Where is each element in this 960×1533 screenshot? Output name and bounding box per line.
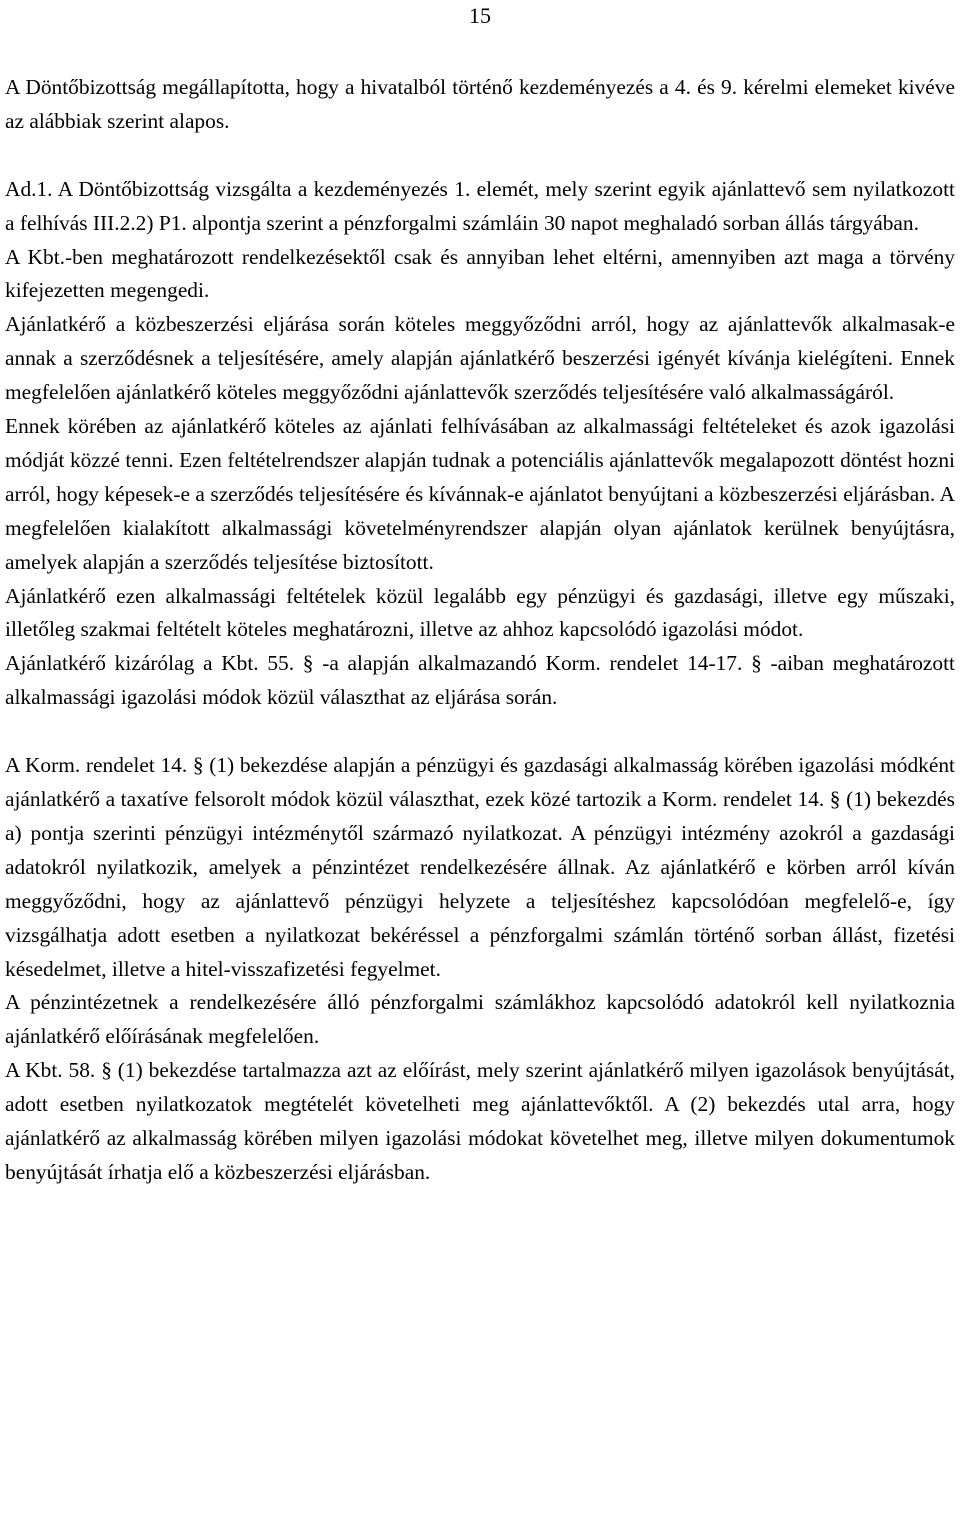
- paragraph-kbt-55: Ajánlatkérő kizárólag a Kbt. 55. § -a alapján alkalmazandó Korm. rendelet 14-17. § -aiban meghatározott alkalmassági igazolási módok közül választhat az eljárása során.: [5, 651, 955, 710]
- document-body: [5, 71, 955, 1190]
- paragraph-suitability-duty: Ajánlatkérő a közbeszerzési eljárása során köteles meggyőződni arról, hogy az ajánlattevők alkalmasak-e annak a szerződésnek a teljesítésére, amely alapján ajánlatkérő beszerzési igényét kívánja kielégíteni. Ennek megfelelően ajánlatkérő köteles meggyőződni ajánlattevők szerződés teljesítésére való alkalmasságáról.: [5, 312, 955, 405]
- paragraph-kbt-deviation: A Kbt.-ben meghatározott rendelkezésektől csak és annyiban lehet eltérni, amennyiben azt maga a törvény kifejezetten megengedi.: [5, 244, 955, 303]
- paragraph-ad1: Ad.1. A Döntőbizottság vizsgálta a kezdeményezés 1. elemét, mely szerint egyik ajánlattevő sem nyilatkozott a felhívás III.2.2) P1. alpontja szerint a pénzforgalmi számláin 30 napot meghaladó sorban állás tárgyában.: [5, 176, 955, 235]
- page-number: 15: [469, 3, 491, 28]
- paragraph-suitability-conditions: Ennek körében az ajánlatkérő köteles az ajánlati felhívásában az alkalmassági feltételeket és azok igazolási módját közzé tenni. Ezen feltételrendszer alapján tudnak a potenciális ajánlattevők megalapozott döntést hozni arról, hogy képesek-e a szerződés teljesítésére és kívánnak-e ajánlatot benyújtani a közbeszerzési eljárásban. A megfelelően kialakított alkalmassági követelményrendszer alapján olyan ajánlatok kerülnek benyújtásra, amelyek alapján a szerződés teljesítése biztosított.: [5, 414, 955, 574]
- paragraph-financial-technical: Ajánlatkérő ezen alkalmassági feltételek közül legalább egy pénzügyi és gazdasági, illetve egy műszaki, illetőleg szakmai feltételt köteles meghatározni, illetve az ahhoz kapcsolódó igazolási módot.: [5, 583, 955, 642]
- paragraph-kbt-58: A Kbt. 58. § (1) bekezdése tartalmazza azt az előírást, mely szerint ajánlatkérő milyen igazolások benyújtását, adott esetben nyilatkozatok megtételét követelheti meg ajánlattevőktől. A (2) bekezdés utal arra, hogy ajánlatkérő az alkalmasság körében milyen igazolási módokat követelhet meg, illetve milyen dokumentumok benyújtását írhatja elő a közbeszerzési eljárásban.: [5, 1058, 955, 1184]
- paragraph-intro: A Döntőbizottság megállapította, hogy a hivatalból történő kezdeményezés a 4. és 9. kérelmi elemeket kivéve az alábbiak szerint alapos.: [5, 75, 955, 133]
- paragraph-korm-rendelet-14: A Korm. rendelet 14. § (1) bekezdése alapján a pénzügyi és gazdasági alkalmasság körében igazolási módként ajánlatkérő a taxatíve felsorolt módok közül választhat, ezek közé tartozik a Korm. rendelet 14. § (1) bekezdés a) pontja szerinti pénzügyi intézménytől származó nyilatkozat. A pénzügyi intézmény azokról a gazdasági adatokról nyilatkozik, amelyek a pénzintézet rendelkezésére állnak. Az ajánlatkérő e körben arról kíván meggyőződni, hogy az ajánlattevő pénzügyi helyzete a teljesítéshez kapcsolódóan megfelelő-e, így vizsgálhatja adott esetben a nyilatkozat bekéréssel a pénzforgalmi számlán történő sorban állást, fizetési késedelmet, illetve a hitel-visszafizetési fegyelmet.: [5, 753, 955, 981]
- paragraph-bank-statement: A pénzintézetnek a rendelkezésére álló pénzforgalmi számlákhoz kapcsolódó adatokról kell nyilatkoznia ajánlatkérő előírásának megfelelően.: [5, 990, 955, 1049]
